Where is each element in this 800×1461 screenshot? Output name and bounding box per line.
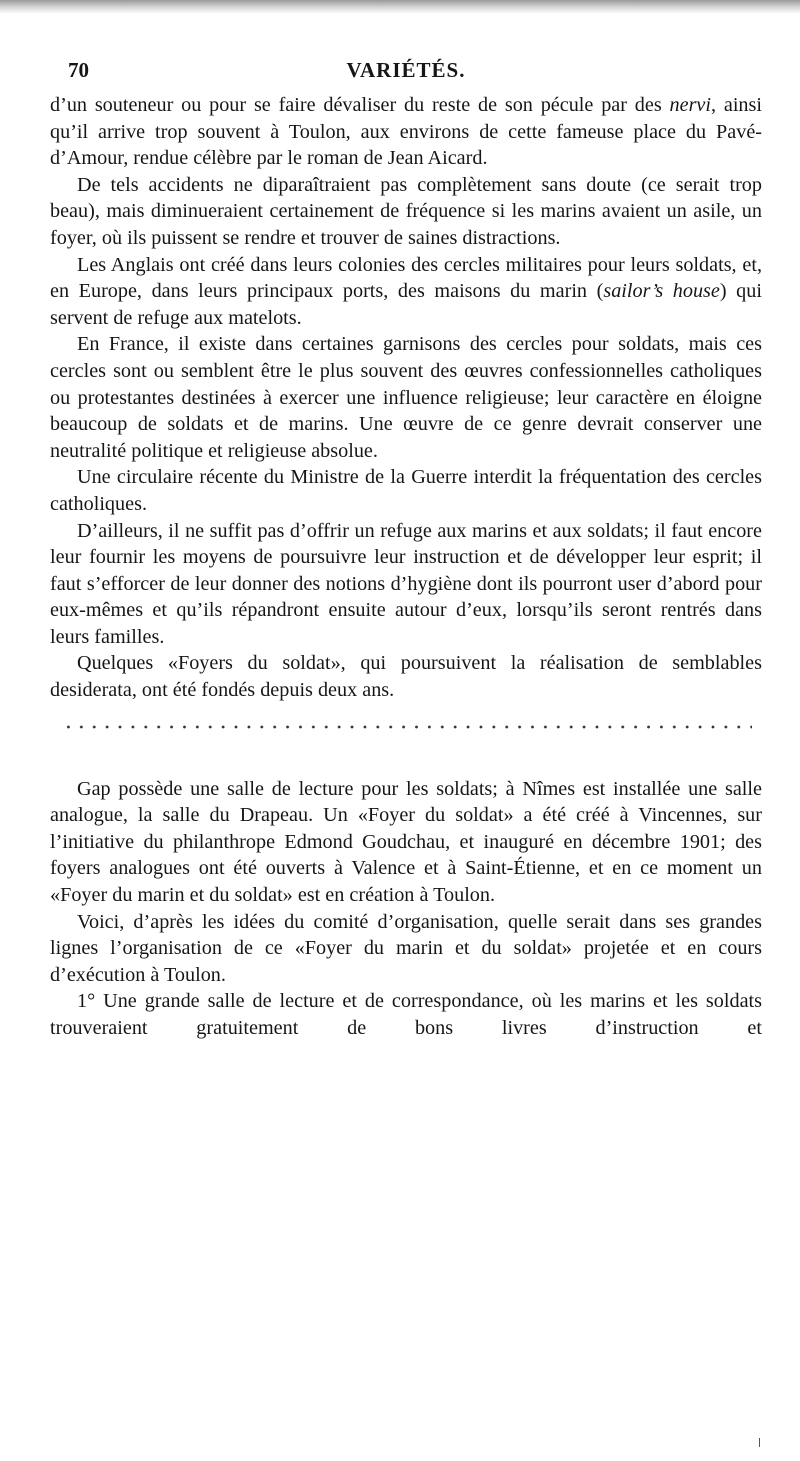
italic-term: sailor’s house <box>603 280 720 303</box>
paragraph: Voici, d’après les idées du comité d’organisation, quelle serait dans ses grandes lignes l’organisation de ce «Foyer du marin et du soldat» projetée et en cours d’exécution à Toulon. <box>50 910 762 986</box>
section-title: VARIÉTÉS. <box>346 58 466 82</box>
book-page <box>50 58 762 1042</box>
paragraph: D’ailleurs, il ne suffit pas d’offrir un refuge aux marins et aux soldats; il faut encore leur fournir les moyens de poursuivre leur instruction et de développer leur esprit; il faut s’efforcer de leur donner des notions d’hygiène dont ils pourront user d’abord pour eux-mêmes et qu’ils répandront ensuite autour d’eux, lorsqu’ils seront rentrés dans leurs familles. <box>50 519 762 648</box>
paragraph: Quelques «Foyers du soldat», qui poursuivent la réalisation de semblables desiderata, ont été fondés depuis deux ans. <box>50 652 762 702</box>
ellipsis-separator <box>62 714 752 740</box>
paragraph: De tels accidents ne diparaîtraient pas complètement sans doute (ce serait trop beau), mais diminueraient certainement de fréquence si les marins avaient un asile, un foyer, où ils puissent se rendre et trouver de saines distractions. <box>50 173 762 249</box>
paragraph: En France, il existe dans certaines garnisons des cercles pour soldats, mais ces cercles sont ou semblent être le plus souvent des œuvres confessionnelles catholiques ou protestantes destinées à exercer une influence religieuse; leur caractère en éloigne beaucoup de soldats et de marins. Une œuvre de ce genre devrait conserver une neutralité politique et religieuse absolue. <box>50 333 762 462</box>
scan-artifact <box>759 1438 760 1447</box>
paragraph: 1° Une grande salle de lecture et de correspondance, où les marins et les soldats trouveraient gratuitement de bons livres d’instruction et <box>50 990 762 1039</box>
running-head <box>50 58 762 92</box>
paragraph: d’un souteneur ou pour se faire dévaliser du reste de son pécule par des nervi, ainsi qu’il arrive trop souvent à Toulon, aux environs de cette fameuse place du Pavé-d’Amour, rendue célèbre par le roman de Jean Aicard. <box>50 94 762 170</box>
body-text <box>50 92 762 704</box>
scan-top-edge <box>0 0 800 14</box>
page-number: 70 <box>68 58 89 82</box>
paragraph: Une circulaire récente du Ministre de la Guerre interdit la fréquentation des cercles catholiques. <box>50 466 762 515</box>
body-text-continued <box>50 776 762 1042</box>
italic-term: nervi <box>669 94 711 116</box>
paragraph: Gap possède une salle de lecture pour les soldats; à Nîmes est installée une salle analogue, la salle du Drapeau. Un «Foyer du soldat» a été créé à Vincennes, sur l’initiative du philanthrope Edmond Goudchau, et inauguré en décembre 1901; des foyers analogues ont été ouverts à Valence et à Saint-Étienne, et en ce moment un «Foyer du marin et du soldat» est en création à Toulon. <box>50 777 762 907</box>
paragraph: Les Anglais ont créé dans leurs colonies des cercles militaires pour leurs soldats, et, en Europe, dans leurs principaux ports, des maisons du marin (sailor’s house) qui servent de refuge aux matelots. <box>50 253 762 329</box>
